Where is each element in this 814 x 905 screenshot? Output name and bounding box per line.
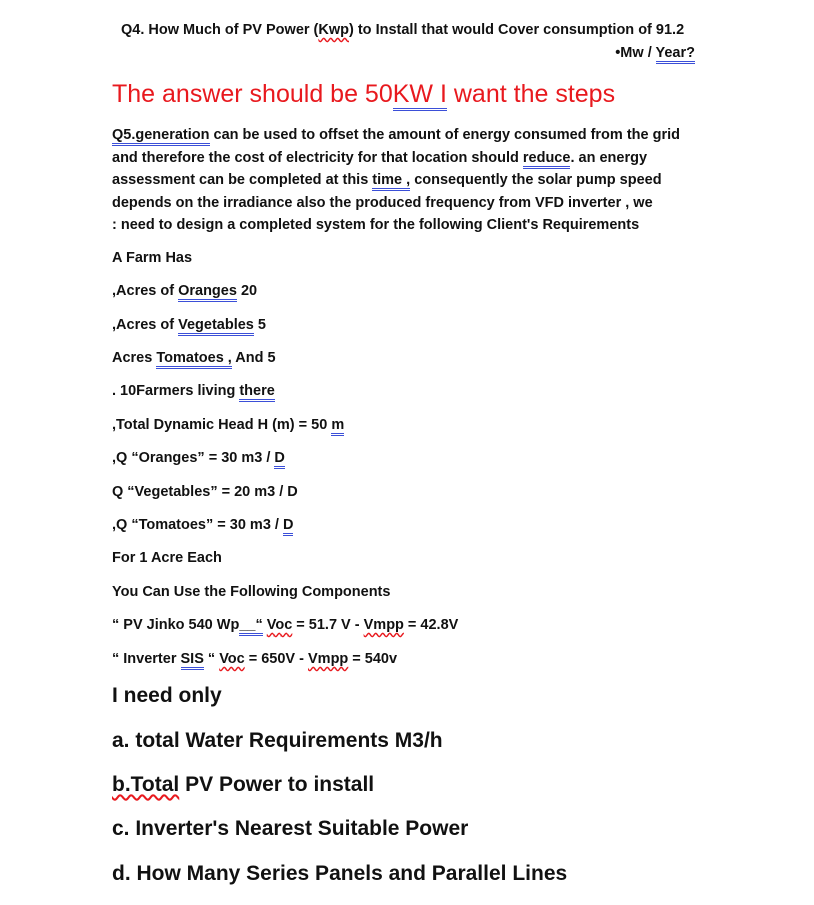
inv-vmpp-value: = 540v	[348, 651, 398, 667]
q5-time: time ,	[372, 172, 410, 191]
component-pv	[112, 614, 458, 636]
need-d: d. How Many Series Panels and Parallel Lines	[112, 862, 568, 885]
need-a: a. total Water Requirements M3/h	[112, 729, 443, 752]
pv-voc-value: = 51.7 V -	[292, 617, 364, 633]
q5-text-1: can be used to offset the amount of energy consumed from the grid and therefore the cost of electricity for that location should	[112, 127, 680, 166]
farm-q-tomatoes	[112, 514, 293, 536]
farm-tom-text: Acres	[112, 350, 157, 366]
inv-sis: SIS	[181, 651, 204, 670]
farm-q-tomatoes-text: ,Q “Tomatoes” = 30 m3 /	[112, 517, 283, 533]
pv-voc: Voc	[266, 617, 293, 633]
answer-note-text-2: want the steps	[446, 80, 616, 108]
need-b	[112, 773, 374, 797]
farm-tomatoes	[112, 347, 276, 369]
answer-note-kw: KW I	[393, 80, 447, 111]
farm-each: For 1 Acre Each	[112, 550, 222, 566]
q4-year: Year?	[656, 45, 696, 64]
pv-name: “ PV Jinko 540 Wp	[112, 617, 240, 633]
need-b-total: b.Total	[112, 773, 180, 796]
farm-farmers	[112, 380, 275, 402]
farm-farmers-text: . 10Farmers living	[112, 383, 240, 399]
need-c: c. Inverter's Nearest Suitable Power	[112, 817, 469, 840]
farm-farmers-there: there	[239, 383, 274, 402]
farm-veg-text: ,Acres of	[112, 317, 179, 333]
need-b-text: PV Power to install	[179, 773, 375, 796]
farm-q-oranges	[112, 447, 285, 469]
pv-vmpp: Vmpp	[363, 617, 404, 633]
q4-kwp: Kwp	[318, 22, 349, 38]
farm-q-tomatoes-unit: D	[283, 517, 293, 536]
farm-oranges	[112, 280, 257, 302]
farm-heading: A Farm Has	[112, 250, 193, 266]
farm-veg-word: Vegetables	[178, 317, 254, 336]
answer-note	[112, 80, 615, 109]
q5-paragraph	[112, 124, 702, 237]
farm-head	[112, 414, 344, 436]
farm-veg-count: 5	[253, 317, 266, 333]
farm-head-unit: m	[331, 417, 344, 436]
q5-reduce: reduce	[523, 150, 571, 169]
farm-tom-count: And 5	[231, 350, 276, 366]
farm-vegetables	[112, 314, 266, 336]
answer-note-text: The answer should be 50	[112, 80, 393, 108]
q4-text-2: ) to Install that would Cover consumption of 91.2	[349, 22, 685, 38]
component-inverter	[112, 648, 397, 670]
components-heading: You Can Use the Following Components	[112, 584, 391, 600]
q5-generation: Q5.generation	[112, 127, 210, 146]
inv-vmpp: Vmpp	[308, 651, 349, 667]
inv-voc-value: = 650V -	[244, 651, 308, 667]
inv-quote: “	[203, 651, 220, 667]
farm-tom-word: Tomatoes ,	[156, 350, 231, 369]
q4-line-2	[615, 45, 695, 61]
pv-gap: __“	[239, 617, 262, 636]
q5-text-2: . an energy assessment can be completed at this	[112, 149, 648, 188]
q4-line-1	[121, 22, 684, 38]
q4-mw: •Mw /	[615, 45, 656, 61]
needs-heading: I need only	[112, 684, 222, 707]
inv-voc: Voc	[219, 651, 245, 667]
farm-q-vegetables: Q “Vegetables” = 20 m3 / D	[112, 484, 298, 500]
farm-oranges-text: ,Acres of	[112, 283, 179, 299]
inv-name: “ Inverter	[112, 651, 181, 667]
q5-text-4: : need to design a completed system for the following Client's Requirements	[112, 217, 640, 233]
q4-text: Q4. How Much of PV Power (	[121, 22, 319, 38]
farm-oranges-count: 20	[236, 283, 258, 299]
farm-oranges-word: Oranges	[178, 283, 237, 302]
q5-text-3: consequently the solar pump speed depends on the irradiance also the produced frequency from VFD inverter , we	[112, 172, 662, 211]
farm-q-oranges-unit: D	[274, 450, 284, 469]
farm-head-text: ,Total Dynamic Head H (m) = 50	[112, 417, 332, 433]
pv-vmpp-value: = 42.8V	[403, 617, 459, 633]
farm-q-oranges-text: ,Q “Oranges” = 30 m3 /	[112, 450, 275, 466]
